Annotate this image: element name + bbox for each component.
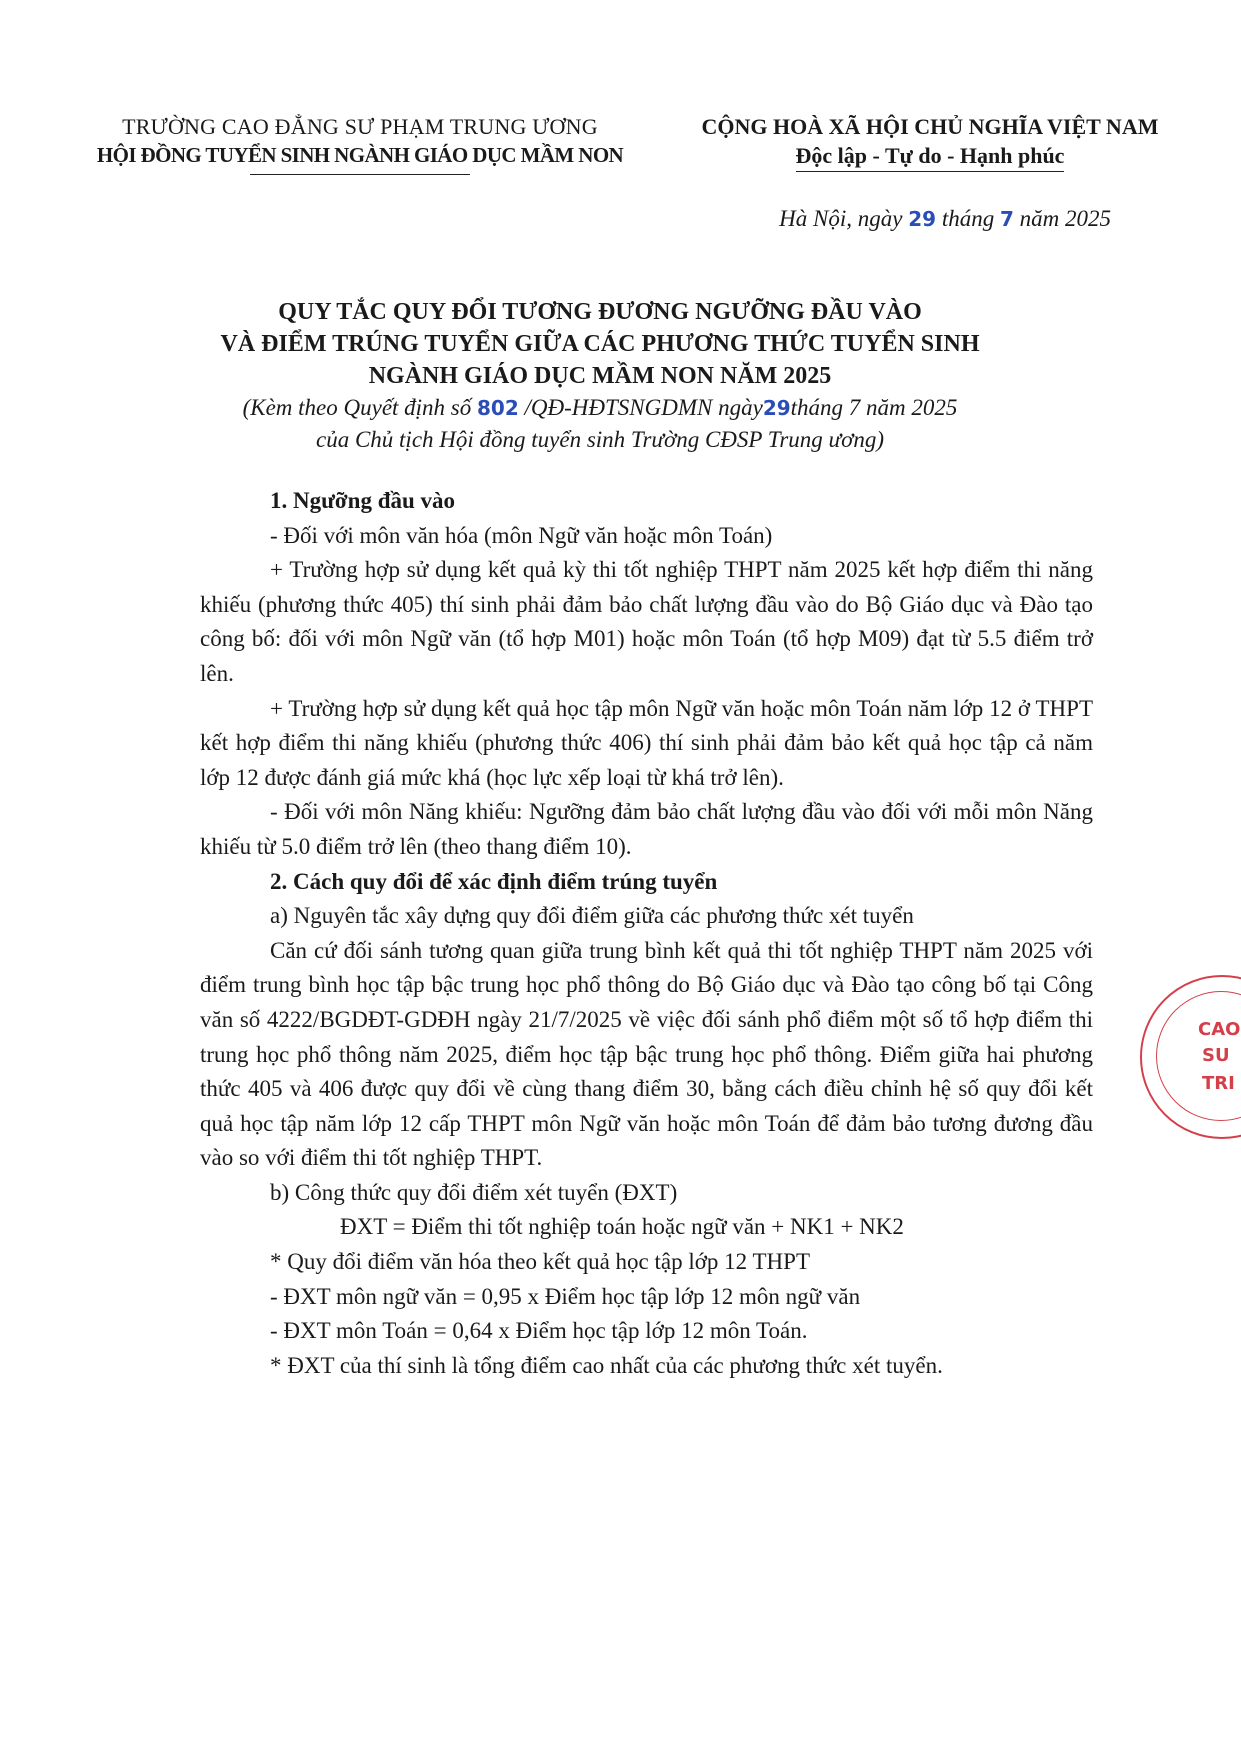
section-2-heading: 2. Cách quy đổi để xác định điểm trúng tuyển <box>270 868 718 894</box>
motto: Độc lập - Tự do - Hạnh phúc <box>796 143 1065 172</box>
title-line3: NGÀNH GIÁO DỤC MẦM NON NĂM 2025 <box>368 363 832 389</box>
paragraph: - Đối với môn Năng khiếu: Ngưỡng đảm bảo chất lượng đầu vào đối với mỗi môn Năng khiếu từ 5.0 điểm trở lên (theo thang điểm 10). <box>200 799 1093 859</box>
subtitle-part1: (Kèm theo Quyết định số <box>242 395 478 420</box>
org-name-line2: HỘI ĐỒNG TUYỂN SINH NGÀNH GIÁO DỤC MẦM NON <box>96 143 624 167</box>
subtitle-part3: tháng 7 năm 2025 <box>790 395 958 420</box>
handwritten-decision-day: 29 <box>762 396 791 420</box>
rule-literature: - ĐXT môn ngữ văn = 0,95 x Điểm học tập lớp 12 môn ngữ văn <box>270 1283 861 1309</box>
section-1-heading: 1. Ngưỡng đầu vào <box>270 488 456 513</box>
conversion-formula: ĐXT = Điểm thi tốt nghiệp toán hoặc ngữ văn + NK1 + NK2 <box>340 1214 904 1240</box>
title-line2: VÀ ĐIỂM TRÚNG TUYỂN GIỮA CÁC PHƯƠNG THỨC TUYỂN SINH <box>220 331 980 357</box>
handwritten-month: 7 <box>999 207 1014 231</box>
document-subtitle <box>150 392 1050 455</box>
stamp-text: TRI <box>1202 1073 1235 1094</box>
paragraph: + Trường hợp sử dụng kết quả kỳ thi tốt nghiệp THPT năm 2025 kết hợp điểm thi năng khiếu (phương thức 405) thí sinh phải đảm bảo chất lượng đầu vào do Bộ Giáo dục và Đào tạo công bố: đối với môn Ngữ văn (tổ hợp M01) hoặc môn Toán (tổ hợp M09) đạt từ 5.5 điểm trở lên. <box>200 557 1093 686</box>
rule-math: - ĐXT môn Toán = 0,64 x Điểm học tập lớp 12 môn Toán. <box>270 1318 808 1344</box>
dateline-suffix: năm 2025 <box>1013 206 1111 231</box>
national-motto <box>660 114 1200 172</box>
title-line1: QUY TẮC QUY ĐỔI TƯƠNG ĐƯƠNG NGƯỠNG ĐẦU VÀO <box>278 299 922 325</box>
document-body <box>200 484 1093 1383</box>
note: * ĐXT của thí sinh là tổng điểm cao nhất của các phương thức xét tuyển. <box>270 1352 943 1378</box>
official-seal-stamp <box>1140 975 1241 1139</box>
country-name: CỘNG HOÀ XÃ HỘI CHỦ NGHĨA VIỆT NAM <box>701 114 1159 139</box>
paragraph: Căn cứ đối sánh tương quan giữa trung bình kết quả thi tốt nghiệp THPT năm 2025 với điểm trung bình học tập bậc trung học phổ thông do Bộ Giáo dục và Đào tạo công bố tại Công văn số 4222/BGDĐT-GDĐH ngày 21/7/2025 về việc đối sánh phổ điểm một số tổ hợp điểm thi trung học phổ thông năm 2025, điểm học tập bậc trung học phổ thông. Điểm giữa hai phương thức 405 và 406 được quy đổi về cùng thang điểm 30, bằng cách điều chỉnh hệ số quy đổi kết quả học tập năm lớp 12 cấp THPT môn Ngữ văn hoặc môn Toán để đảm bảo tương đương đầu vào so với điểm thi tốt nghiệp THPT. <box>200 937 1093 1171</box>
paragraph: + Trường hợp sử dụng kết quả học tập môn Ngữ văn hoặc môn Toán năm lớp 12 ở THPT kết hợp điểm thi năng khiếu (phương thức 406) thí sinh phải đảm bảo kết quả học tập cả năm lớp 12 được đánh giá mức khá (học lực xếp loại từ khá trở lên). <box>200 695 1093 790</box>
note: * Quy đổi điểm văn hóa theo kết quả học tập lớp 12 THPT <box>270 1249 811 1275</box>
subsection-a-heading: a) Nguyên tắc xây dựng quy đổi điểm giữa các phương thức xét tuyển <box>270 903 914 929</box>
handwritten-decision-number: 802 <box>477 396 519 420</box>
subtitle-line1 <box>150 392 1050 424</box>
stamp-text: CAO <box>1198 1019 1241 1040</box>
dateline <box>779 206 1111 232</box>
stamp-text: SU <box>1202 1045 1230 1066</box>
issuing-organization <box>80 114 640 175</box>
org-name-line1: TRƯỜNG CAO ĐẲNG SƯ PHẠM TRUNG ƯƠNG <box>122 114 598 139</box>
handwritten-day: 29 <box>908 207 937 231</box>
org-underline <box>250 174 470 175</box>
subsection-b-heading: b) Công thức quy đổi điểm xét tuyển (ĐXT) <box>270 1179 678 1205</box>
subtitle-part2: /QĐ-HĐTSNGDMN ngày <box>518 395 763 420</box>
document-title <box>150 296 1050 392</box>
dateline-prefix: Hà Nội, ngày <box>779 206 909 231</box>
subtitle-line2: của Chủ tịch Hội đồng tuyển sinh Trường CĐSP Trung ương) <box>315 427 884 452</box>
paragraph: - Đối với môn văn hóa (môn Ngữ văn hoặc môn Toán) <box>270 522 773 548</box>
dateline-mid: tháng <box>936 206 1000 231</box>
